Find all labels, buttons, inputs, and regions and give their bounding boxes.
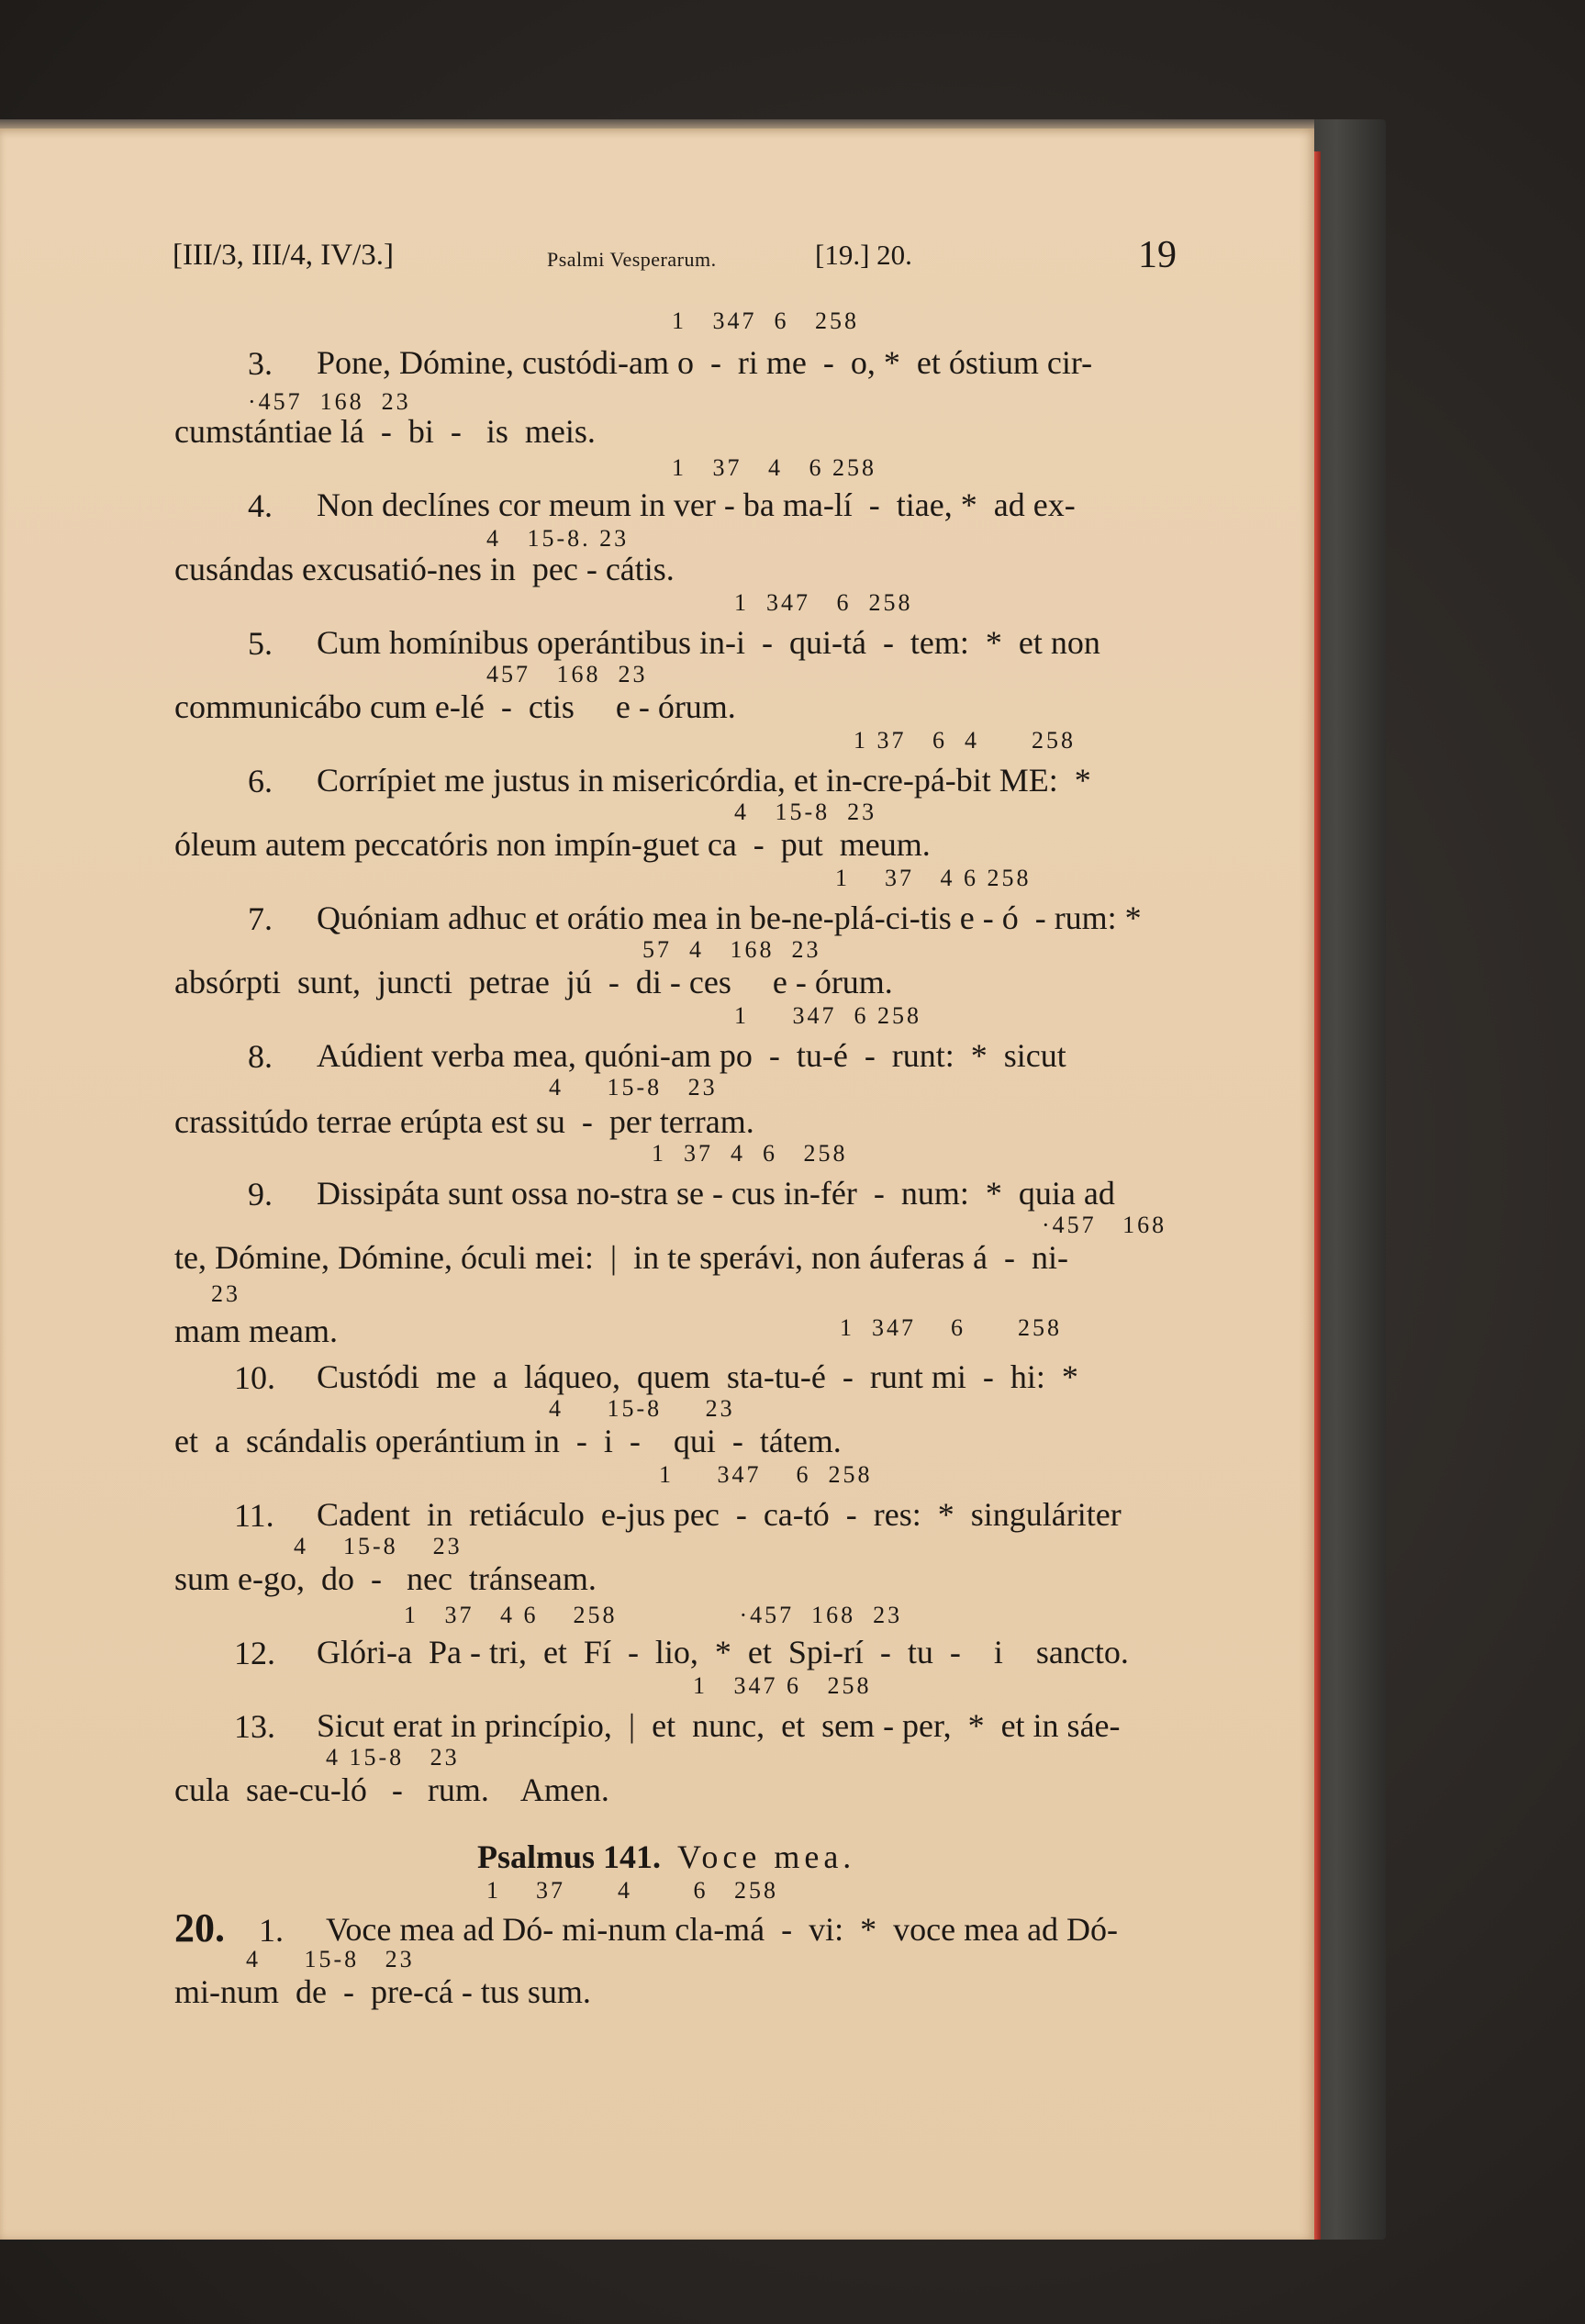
modulation-line: 57 4 168 23 — [642, 936, 821, 963]
verse-line: óleum autem peccatóris non impín-guet ca - put meum. — [174, 826, 931, 863]
header-left: [III/3, III/4, IV/3.] — [173, 239, 394, 272]
page-content — [0, 128, 1314, 2240]
modulation-line: 23 — [211, 1280, 240, 1307]
verse-line: sum e-go, do - nec tránseam. — [174, 1560, 597, 1597]
verse-line: Sicut erat in princípio, | et nunc, et sem - per, * et in sáe- — [317, 1707, 1121, 1744]
psalm-incipit: Voce mea. — [677, 1838, 856, 1875]
verse-line: et a scándalis operántium in - i - qui - tátem. — [174, 1423, 842, 1459]
modulation-line: 1 347 6 258 — [672, 307, 859, 334]
header-section: [19.] 20. — [815, 239, 912, 271]
modulation-line: 1 37 4 6 258 — [672, 454, 876, 481]
verse-line: Pone, Dómine, custódi-am o - ri me - o, * et óstium cir- — [317, 344, 1093, 381]
verse-line: te, Dómine, Dómine, óculi mei: | in te sperávi, non áuferas á - ni- — [174, 1239, 1068, 1276]
modulation-line: 1 347 6 258 — [734, 1002, 921, 1029]
modulation-line: ·457 168 23 — [248, 388, 411, 415]
verse-line: communicábo cum e-lé - ctis e - órum. — [174, 688, 736, 725]
modulation-line: 1 347 6 258 — [840, 1314, 1062, 1341]
verse-line: Cadent in retiáculo e-jus pec - ca-tó - res: * singuláriter — [317, 1496, 1122, 1533]
modulation-line: 1 37 6 4 258 — [854, 727, 1076, 754]
modulation-line: 1 347 6 258 — [734, 589, 913, 616]
modulation-line: 1 347 6 258 — [659, 1461, 873, 1488]
modulation-line: 4 15-8 23 — [326, 1744, 460, 1771]
modulation-line: 1 37 4 6 258 ·457 168 23 — [404, 1602, 903, 1628]
modulation-line: 4 15-8 23 — [549, 1074, 718, 1101]
verse-line: crassitúdo terrae erúpta est su - per terram. — [174, 1103, 754, 1140]
modulation-line: 4 15-8 23 — [734, 799, 877, 825]
verse-line: cumstántiae lá - bi - is meis. — [174, 413, 596, 450]
modulation-line: 4 15-8 23 — [294, 1533, 463, 1559]
verse-number: 1. — [259, 1912, 284, 1949]
verse-line: Dissipáta sunt ossa no-stra se - cus in-fér - num: * quia ad — [317, 1175, 1115, 1212]
verse-line: mi-num de - pre-cá - tus sum. — [174, 1973, 591, 2010]
psalm-title-bold: Psalmus 141. — [477, 1838, 662, 1875]
verse-number: 11. — [234, 1497, 274, 1534]
modulation-line: 4 15-8 23 — [246, 1946, 415, 1972]
verse-number: 12. — [234, 1635, 275, 1671]
verse-line: Voce mea ad Dó- mi-num cla-má - vi: * voce mea ad Dó- — [326, 1911, 1119, 1948]
modulation-line: 1 37 4 6 258 — [486, 1877, 778, 1904]
verse-number: 8. — [248, 1038, 273, 1075]
verse-line: Cum homínibus operántibus in-i - qui-tá - tem: * et non — [317, 624, 1100, 661]
verse-line: absórpti sunt, juncti petrae jú - di - ces e - órum. — [174, 964, 893, 1000]
modulation-line: 1 37 4 6 258 — [835, 865, 1032, 891]
verse-number: 13. — [234, 1708, 275, 1745]
modulation-line: 457 168 23 — [486, 661, 648, 687]
verse-line: Aúdient verba mea, quóni-am po - tu-é - runt: * sicut — [317, 1037, 1066, 1074]
modulation-line: 1 37 4 6 258 — [652, 1140, 848, 1167]
verse-line: cusándas excusatió-nes in pec - cátis. — [174, 551, 675, 587]
psalm-title — [477, 1838, 855, 1876]
section-number: 20. — [174, 1905, 225, 1950]
verse-line: Glóri-a Pa - tri, et Fí - lio, * et Spi-rí - tu - i sancto. — [317, 1634, 1129, 1670]
verse-number: 5. — [248, 625, 273, 662]
running-header — [173, 234, 1182, 294]
book-page — [0, 128, 1314, 2240]
verse-number: 10. — [234, 1359, 275, 1396]
verse-number: 7. — [248, 900, 273, 937]
verse-number: 4. — [248, 487, 273, 524]
verse-number: 6. — [248, 763, 273, 799]
verse-line: cula sae-cu-ló - rum. Amen. — [174, 1771, 609, 1808]
verse-line: Custódi me a láqueo, quem sta-tu-é - runt mi - hi: * — [317, 1358, 1078, 1395]
modulation-line: 4 15-8 23 — [549, 1395, 735, 1422]
verse-line: Quóniam adhuc et orátio mea in be-ne-plá-ci-tis e - ó - rum: * — [317, 899, 1142, 936]
verse-line: Non declínes cor meum in ver - ba ma-lí - tiae, * ad ex- — [317, 486, 1076, 523]
modulation-line: 4 15-8. 23 — [486, 525, 630, 552]
verse-number: 9. — [248, 1176, 273, 1212]
page-number: 19 — [1138, 234, 1177, 276]
modulation-line: ·457 168 — [1042, 1212, 1167, 1238]
verse-line: mam meam. — [174, 1313, 338, 1349]
modulation-line: 1 347 6 258 — [693, 1672, 872, 1699]
verse-number: 3. — [248, 345, 273, 382]
header-title: Psalmi Vesperarum. — [547, 248, 717, 271]
verse-line: Corrípiet me justus in misericórdia, et in-cre-pá-bit ME: * — [317, 762, 1091, 799]
